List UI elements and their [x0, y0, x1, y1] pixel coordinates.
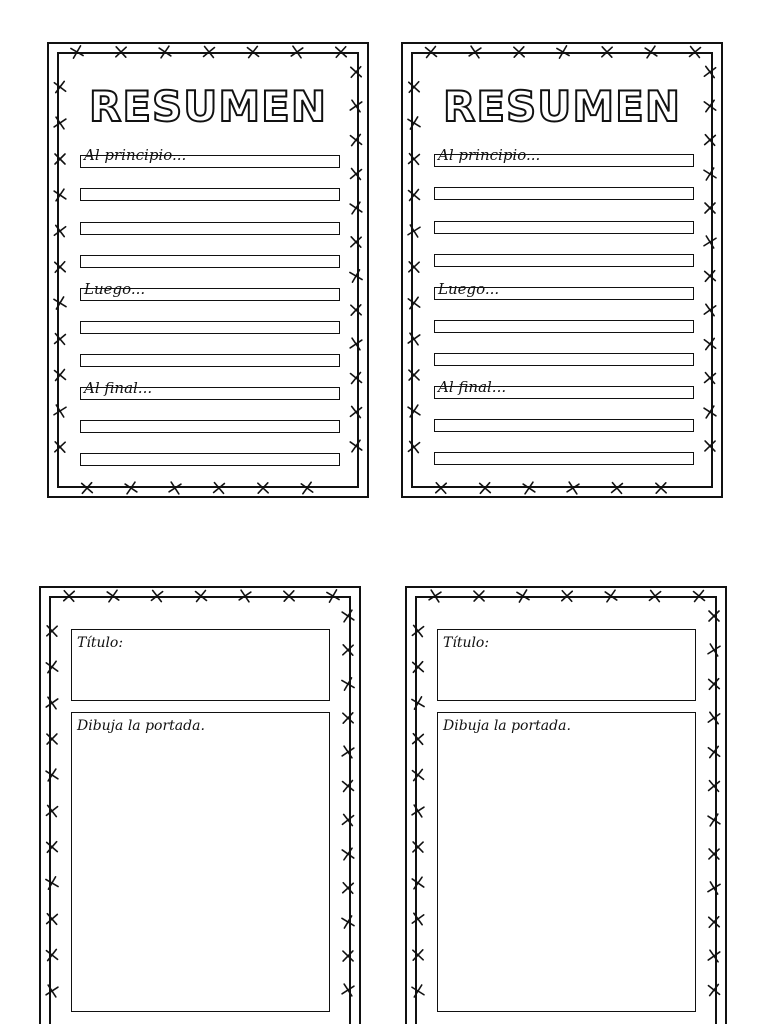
writing-line	[434, 254, 694, 267]
cover-label: Dibuja la portada.	[77, 718, 205, 734]
prompt-beginning: Al principio...	[84, 146, 187, 164]
writing-line	[80, 222, 340, 235]
prompt-end: Al final...	[438, 378, 507, 396]
writing-line	[80, 188, 340, 201]
summary-card	[401, 42, 723, 498]
writing-line	[80, 354, 340, 367]
writing-line	[434, 187, 694, 200]
cover-card	[39, 586, 361, 1024]
cover-label: Dibuja la portada.	[443, 718, 571, 734]
prompt-middle: Luego...	[438, 280, 500, 298]
cover-drawing-box	[71, 712, 330, 1012]
summary-title: RESUMEN	[88, 82, 328, 131]
title-box	[437, 629, 696, 701]
writing-line	[80, 420, 340, 433]
writing-line	[434, 452, 694, 465]
summary-title: RESUMEN	[442, 82, 682, 131]
title-label: Título:	[443, 635, 490, 651]
writing-line	[434, 353, 694, 366]
writing-line	[434, 221, 694, 234]
writing-line	[80, 255, 340, 268]
title-label: Título:	[77, 635, 124, 651]
cover-card	[405, 586, 727, 1024]
writing-line	[80, 453, 340, 466]
writing-line	[434, 320, 694, 333]
prompt-middle: Luego...	[84, 280, 146, 298]
writing-line	[80, 321, 340, 334]
prompt-beginning: Al principio...	[438, 146, 541, 164]
cover-drawing-box	[437, 712, 696, 1012]
writing-line	[434, 419, 694, 432]
title-box	[71, 629, 330, 701]
prompt-end: Al final...	[84, 379, 153, 397]
summary-card	[47, 42, 369, 498]
